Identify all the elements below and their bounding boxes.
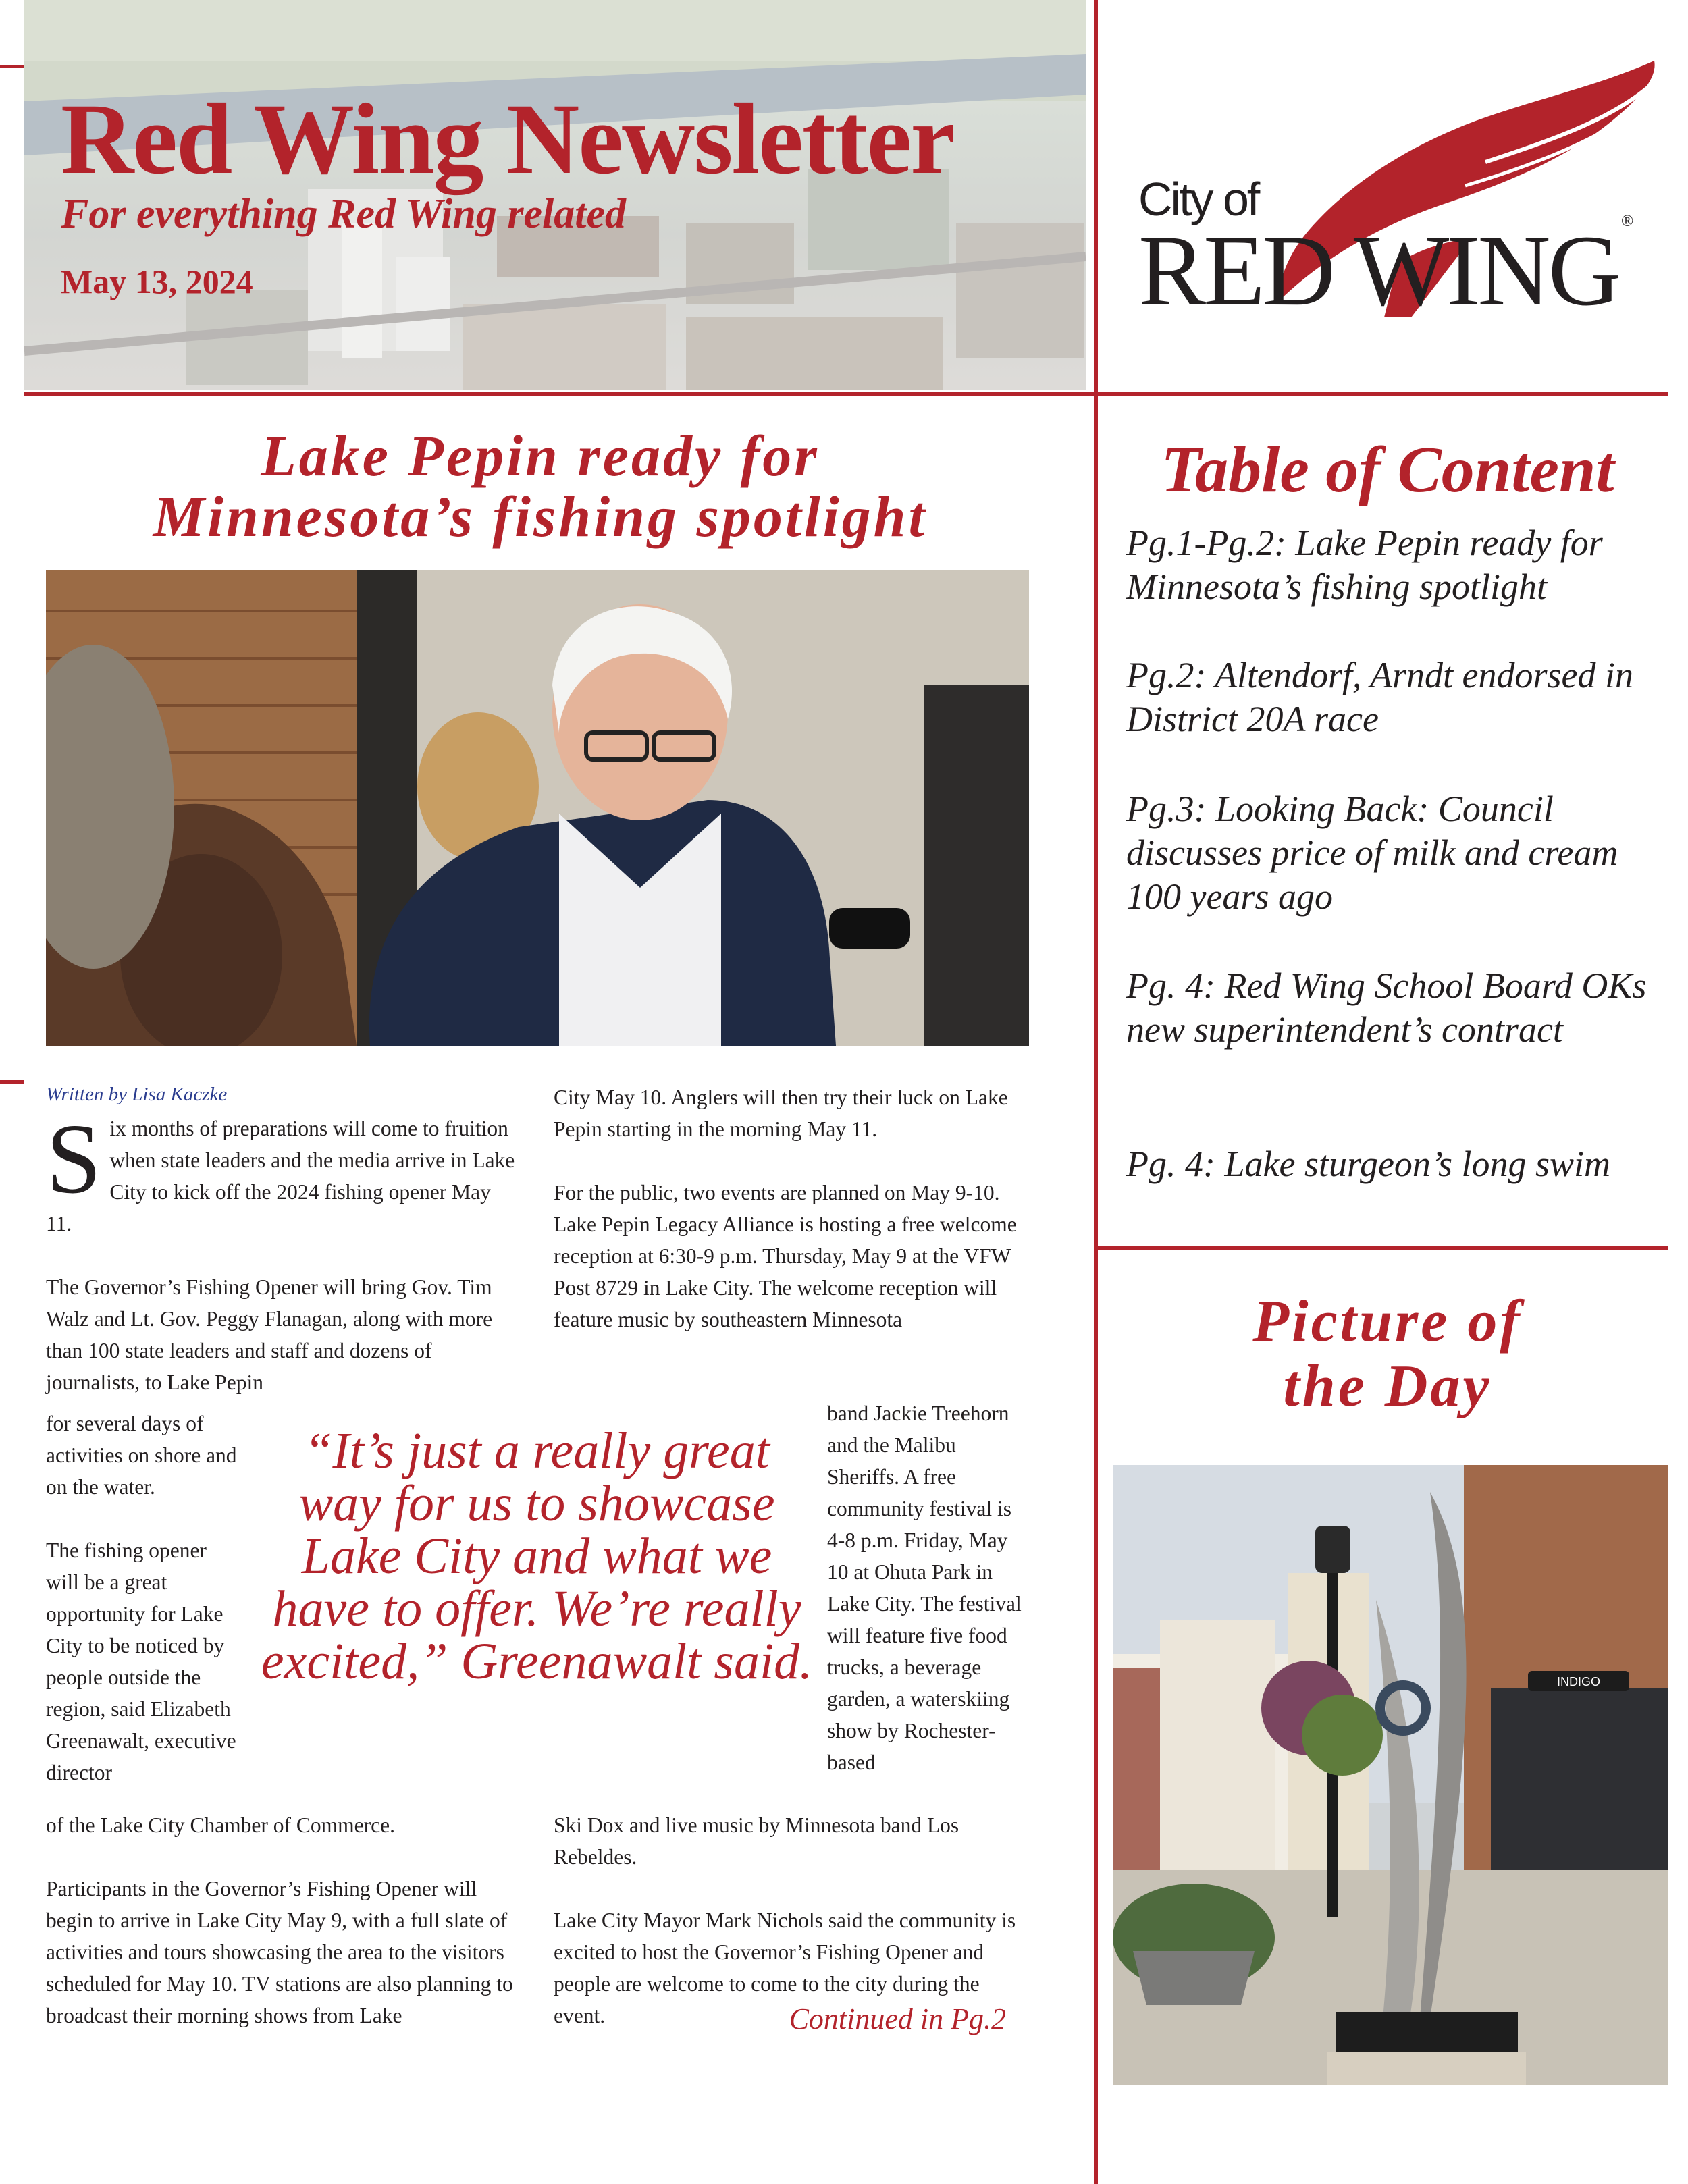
logo-red-wing: RED WING ® bbox=[1138, 213, 1631, 327]
toc-item[interactable]: Pg. 4: Lake sturgeon’s long swim bbox=[1126, 1144, 1611, 1184]
article-headline: Lake Pepin ready for Minnesota’s fishing spotlight bbox=[153, 423, 928, 549]
toc-item[interactable]: Pg.3: Looking Back: Council discusses price of milk and cream 100 years ago bbox=[1126, 789, 1618, 917]
vertical-divider bbox=[1094, 0, 1098, 2184]
article-photo bbox=[46, 570, 1029, 1046]
toc-item[interactable]: Pg. 4: Red Wing School Board OKs new superintendent’s contract bbox=[1126, 965, 1647, 1050]
continued-link[interactable]: Continued in Pg.2 bbox=[789, 2002, 1006, 2035]
toc-item[interactable]: Pg.2: Altendorf, Arndt endorsed in District 20A race bbox=[1126, 655, 1633, 739]
sidebar-divider bbox=[1098, 1246, 1668, 1250]
toc-title: Table of Content bbox=[1161, 433, 1614, 506]
article-column-2-narrow: band Jackie Treehorn and the Malibu Sheriffs. A free community festival is 4-8 p.m. Friday, May 10 at Ohuta Park in Lake City. The festival will feature five food trucks, a beverage garden, a waterskiing show by Rochester-based bbox=[827, 1402, 1022, 1774]
toc-item[interactable]: Pg.1-Pg.2: Lake Pepin ready for Minnesota’s fishing spotlight bbox=[1126, 523, 1603, 607]
drop-cap: S bbox=[46, 1104, 102, 1215]
article-column-1-narrow: for several days of activities on shore and on the water. The fishing opener will be a great opportunity for Lake City to be noticed by people outside the region, said Elizabeth Greenawalt, executive director bbox=[46, 1412, 237, 1784]
svg-text:INDIGO: INDIGO bbox=[1556, 1675, 1601, 1688]
header-divider bbox=[24, 392, 1668, 396]
newsletter-title: Red Wing Newsletter bbox=[61, 83, 954, 195]
margin-tick bbox=[0, 65, 24, 68]
city-logo bbox=[1114, 61, 1668, 331]
article-column-1: Six months of preparations will come to fruition when state leaders and the media arrive in Lake City to kick off the 2024 fishing opener May 11. The Governor’s Fishing Opener will bring Gov. Tim Walz and Lt. Gov. Peggy Flanagan, along with more than 100 state leaders and staff and dozens of journalists, to Lake Pepin bbox=[46, 1104, 515, 1394]
article-column-1-bottom: of the Lake City Chamber of Commerce. Participants in the Governor’s Fishing Opener will begin to arrive in Lake City May 9, with a full slate of activities and tours showcasing the area to the visitors scheduled for May 10. TV stations are also planning to broadcast their morning shows from Lake bbox=[46, 1813, 513, 2027]
newsletter-date: May 13, 2024 bbox=[61, 263, 253, 300]
pull-quote: “It’s just a really great way for us to showcase Lake City and what we have to offer. We’re really excited,” Greenawalt said. bbox=[261, 1422, 813, 1690]
picture-of-day-photo bbox=[1113, 1465, 1668, 2085]
article-column-2: City May 10. Anglers will then try their luck on Lake Pepin starting in the morning May 11. For the public, two events are planned on May 9-10. Lake Pepin Legacy Alliance is hosting a free welcome reception at 6:30-9 p.m. Thursday, May 9 at the VFW Post 8729 in Lake City. The welcome reception will feature music by southeastern Minnesota bbox=[554, 1086, 1017, 1331]
picture-of-day-title: Picture of the Day bbox=[1252, 1289, 1523, 1419]
margin-tick bbox=[0, 1080, 24, 1084]
logo-city-of: City of bbox=[1138, 173, 1259, 225]
article-column-2-bottom: Ski Dox and live music by Minnesota band Los Rebeldes. Lake City Mayor Mark Nichols said the community is excited to host the Governor’s Fishing Opener and people are welcome to come to the city during the event. bbox=[554, 1813, 1016, 2027]
article-byline: Written by Lisa Kaczke bbox=[46, 1084, 228, 1105]
newsletter-subtitle: For everything Red Wing related bbox=[61, 191, 626, 237]
